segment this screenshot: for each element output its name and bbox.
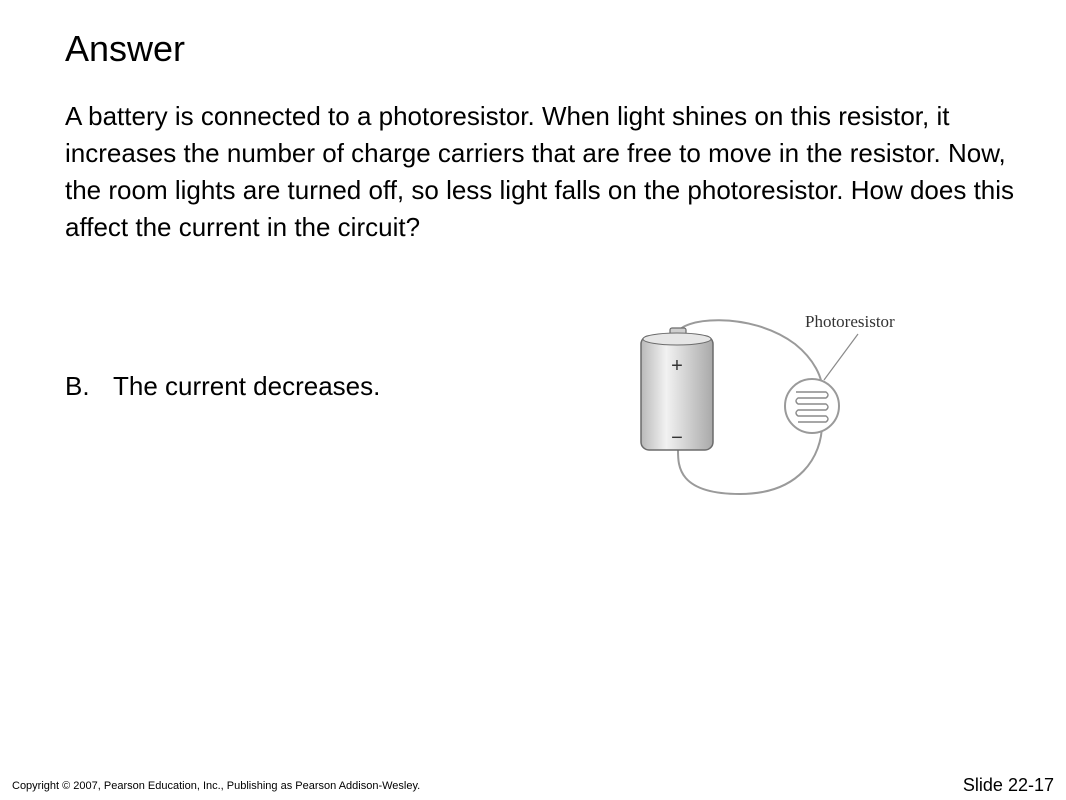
- answer-statement: The current decreases.: [113, 371, 381, 401]
- copyright-notice: Copyright © 2007, Pearson Education, Inc., Publishing as Pearson Addison-Wesley.: [12, 780, 421, 792]
- circuit-diagram: [600, 296, 940, 506]
- battery-plus-sign: +: [671, 355, 683, 377]
- photoresistor: [785, 379, 839, 433]
- question-text: A battery is connected to a photoresistor. When light shines on this resistor, it increases the number of charge carriers that are free to move in the resistor. Now, the room lights are turned off, so less light falls on the photoresistor. How does this affect the current in the circuit?: [65, 101, 1015, 242]
- label-leader-line: [824, 334, 858, 380]
- answer-text: [65, 368, 380, 405]
- answer-letter: B.: [65, 371, 90, 401]
- circuit-figure: [600, 296, 940, 506]
- slide-title: Answer: [65, 28, 186, 69]
- slide-number: Slide 22-17: [962, 775, 1054, 795]
- photoresistor-label: Photoresistor: [805, 312, 895, 331]
- battery: [641, 328, 713, 450]
- battery-minus-sign: −: [671, 427, 683, 449]
